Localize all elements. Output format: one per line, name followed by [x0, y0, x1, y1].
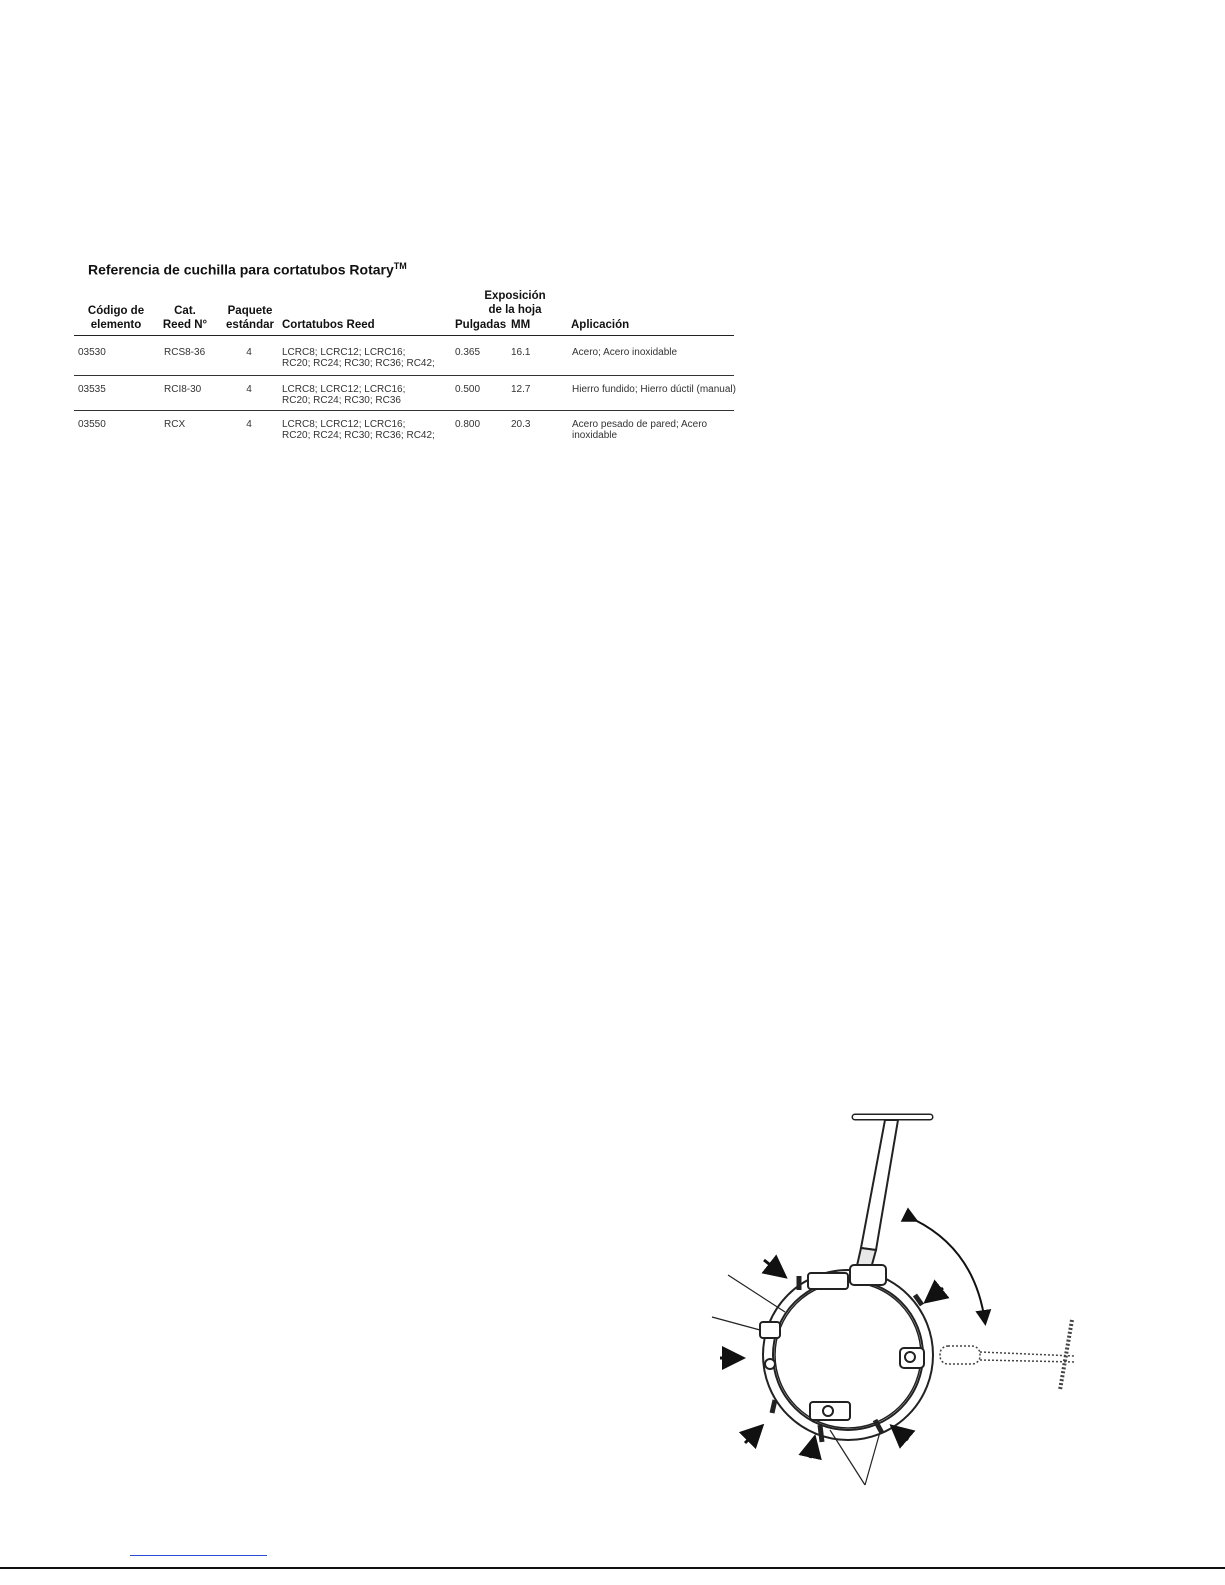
cell-cutters-line2: RC20; RC24; RC30; RC36; RC42; — [282, 358, 435, 369]
header-exposure-line2: de la hoja — [488, 304, 542, 316]
cell-inches: 0.800 — [455, 419, 481, 430]
header-exposure — [478, 289, 552, 317]
cell-code: 03535 — [78, 384, 106, 395]
header-application: Aplicación — [571, 319, 630, 331]
header-cat — [154, 304, 216, 332]
cell-cutters-line2: RC20; RC24; RC30; RC36; RC42; — [282, 430, 435, 441]
cell-cat: RCX — [164, 419, 186, 430]
trademark-mark: TM — [393, 261, 407, 271]
header-inches: Pulgadas — [455, 319, 507, 331]
cell-application-line1: Acero; Acero inoxidable — [572, 347, 678, 358]
header-item-code — [74, 304, 158, 332]
cell-cat: RCI8-30 — [164, 384, 202, 395]
cell-cutters-line1: LCRC8; LCRC12; LCRC16; — [282, 419, 406, 430]
cell-cutters-line2: RC20; RC24; RC30; RC36 — [282, 395, 401, 406]
header-pack-line1: Paquete — [227, 305, 273, 317]
cell-mm: 20.3 — [511, 419, 531, 430]
cell-cat: RCS8-36 — [164, 347, 206, 358]
footer-link-underline — [130, 1555, 267, 1556]
cell-pack: 4 — [246, 384, 252, 395]
leader-lines — [712, 1275, 880, 1485]
cell-pack: 4 — [246, 347, 252, 358]
cell-code: 03530 — [78, 347, 106, 358]
header-cat-line1: Cat. — [174, 305, 196, 317]
row-rule — [74, 375, 734, 376]
header-mm: MM — [511, 319, 531, 331]
header-cutters: Cortatubos Reed — [282, 319, 375, 331]
cell-pack: 4 — [246, 419, 252, 430]
rotary-cutter-illustration — [700, 1100, 1100, 1500]
header-exposure-line1: Exposición — [484, 290, 546, 302]
header-item-code-line1: Código de — [87, 305, 145, 317]
cell-application — [572, 384, 736, 395]
footer-rule — [0, 1567, 1225, 1569]
header-cat-line2: Reed N° — [162, 319, 208, 331]
cell-application — [572, 419, 707, 441]
handle-ghost — [940, 1320, 1075, 1390]
cell-application-line1: Hierro fundido; Hierro dúctil (manual) — [572, 384, 736, 395]
cell-cutters — [282, 419, 435, 441]
cell-application — [572, 347, 677, 358]
header-item-code-line2: elemento — [90, 319, 142, 331]
cell-cutters-line1: LCRC8; LCRC12; LCRC16; — [282, 347, 406, 358]
cell-inches: 0.500 — [455, 384, 481, 395]
table-title-text: Referencia de cuchilla para cortatubos Rotary — [88, 261, 394, 278]
header-rule — [74, 335, 734, 336]
handle-upright — [855, 1117, 930, 1272]
cell-inches: 0.365 — [455, 347, 481, 358]
header-pack — [217, 304, 283, 332]
table-title — [88, 261, 407, 278]
cell-cutters — [282, 384, 405, 406]
cell-code: 03550 — [78, 419, 106, 430]
cell-application-line1: Acero pesado de pared; Acero — [572, 419, 708, 430]
cutter-ring — [760, 1265, 928, 1442]
header-pack-line2: estándar — [226, 319, 274, 331]
cell-mm: 16.1 — [511, 347, 531, 358]
cell-mm: 12.7 — [511, 384, 531, 395]
row-rule — [74, 410, 734, 411]
swing-arrow — [915, 1220, 985, 1322]
cell-cutters — [282, 347, 435, 369]
cell-application-line2: inoxidable — [572, 430, 618, 441]
cell-cutters-line1: LCRC8; LCRC12; LCRC16; — [282, 384, 406, 395]
